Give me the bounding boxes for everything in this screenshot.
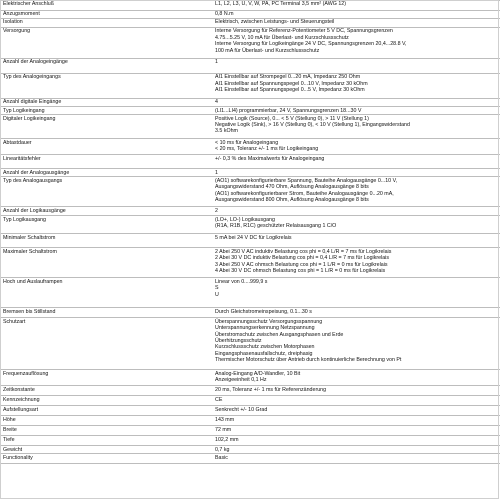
spec-label: Anzahl der Analogeingänge bbox=[1, 59, 213, 74]
spec-row bbox=[1, 99, 500, 107]
spec-value bbox=[213, 386, 500, 396]
spec-value-line: 3 Abei 250 V AC ohmsch Belastung cos phi = 1 L/R = 0 ms für Logikrelais bbox=[215, 261, 388, 268]
spec-value-line: U bbox=[215, 291, 219, 298]
spec-value-line: Basic bbox=[215, 454, 228, 461]
spec-value bbox=[213, 11, 500, 19]
spec-label: Anzahl der Analogausgänge bbox=[1, 169, 213, 177]
spec-value bbox=[213, 308, 500, 318]
spec-value bbox=[213, 59, 500, 74]
spec-value-line: 102,2 mm bbox=[215, 436, 239, 443]
spec-value-line: (AO1) softwarekonfigurierbarer Strom, Bauteihe Analogausgänge 0...20 mA, bbox=[215, 190, 394, 197]
spec-label: Höhe bbox=[1, 416, 213, 426]
spec-value-line: Überspannungsschutz Versorgungsspannung bbox=[215, 318, 323, 325]
spec-row bbox=[1, 406, 500, 416]
spec-value-line: 4 Abei 30 V DC ohmsch Belastung cos phi = 1 L/R = 0 ms für Logikrelais bbox=[215, 267, 386, 274]
spec-value-line: Linear von 0....999,9 s bbox=[215, 278, 268, 285]
spec-row bbox=[1, 74, 500, 99]
spec-value-line: Senkrecht +/- 10 Grad bbox=[215, 406, 268, 413]
spec-label: Minimaler Schaltstrom bbox=[1, 234, 213, 248]
spec-value-line: AI1 Einstellbar auf Spannungspegel 0...10 V, Impedanz 30 kOhm bbox=[215, 80, 368, 87]
spec-value-line: Ausgangswiderstand 800 Ohm, Auflösung Analogausgänge 8 bits bbox=[215, 196, 369, 203]
spec-label: Zeitkonstante bbox=[1, 386, 213, 396]
spec-label: Typ Logikeingang bbox=[1, 107, 213, 115]
spec-value-line: 1 bbox=[215, 59, 218, 66]
spec-value-line: Ausgangswiderstand 470 Ohm, Auflösung Analogausgänge 8 bits bbox=[215, 184, 369, 191]
spec-label: Anzugsmoment bbox=[1, 11, 213, 19]
spec-value bbox=[213, 28, 500, 59]
spec-value-line: 100 mA für Überlast- und Kurzschlussschutz bbox=[215, 47, 320, 54]
spec-value bbox=[213, 234, 500, 248]
spec-table-body bbox=[1, 1, 500, 464]
spec-row bbox=[1, 396, 500, 406]
spec-value bbox=[213, 446, 500, 454]
spec-value bbox=[213, 1, 500, 11]
spec-row bbox=[1, 19, 500, 28]
spec-value-line: 20 ms, Toleranz +/- 1 ms für Referenzänderung bbox=[215, 386, 327, 393]
spec-label: Abtastdauer bbox=[1, 139, 213, 155]
spec-row bbox=[1, 278, 500, 308]
spec-row bbox=[1, 155, 500, 169]
spec-value-line: Elektrisch, zwischen Leistungs- und Steuerungsteil bbox=[215, 19, 335, 26]
spec-value-line: Unterspannungserkennung Netzspannung bbox=[215, 325, 315, 332]
spec-label: Kennzeichnung bbox=[1, 396, 213, 406]
spec-label: Frequenzauflösung bbox=[1, 370, 213, 386]
spec-value bbox=[213, 115, 500, 139]
spec-value-line: (LI1...LI4) programmierbar, 24 V, Spannungsgrenzen 18...30 V bbox=[215, 107, 362, 114]
spec-row bbox=[1, 386, 500, 396]
spec-label: Anzahl der Logikausgänge bbox=[1, 207, 213, 216]
spec-value bbox=[213, 139, 500, 155]
spec-value bbox=[213, 454, 500, 464]
spec-value bbox=[213, 406, 500, 416]
spec-value-line: 2 Abei 30 V DC induktiv Belastung cos phi = 0,4 L/R = 7 ms für Logikrelais bbox=[215, 255, 390, 262]
spec-row bbox=[1, 169, 500, 177]
spec-value-line: Positive Logik (Source), 0... < 5 V (Stellung 0), > 11 V (Stellung 1) bbox=[215, 115, 369, 122]
spec-label: Typ Logikausgang bbox=[1, 216, 213, 234]
spec-value bbox=[213, 278, 500, 308]
spec-row bbox=[1, 107, 500, 115]
spec-value-line: +/- 0,3 % des Maximalwerts für Analogeingang bbox=[215, 155, 325, 162]
spec-value bbox=[213, 107, 500, 115]
spec-value-line: Thermischer Motorschutz über Antrieb durch kontinuierliche Berechnung von Pt bbox=[215, 357, 402, 364]
spec-value-line: Kurzschlussschutz zwischen Motorphasen bbox=[215, 344, 315, 351]
spec-row bbox=[1, 139, 500, 155]
spec-label: Tiefe bbox=[1, 436, 213, 446]
spec-row bbox=[1, 318, 500, 370]
spec-value bbox=[213, 19, 500, 28]
spec-label: Versorgung bbox=[1, 28, 213, 59]
spec-row bbox=[1, 436, 500, 446]
spec-value-line: 0,8 N.m bbox=[215, 11, 234, 18]
spec-value-line: Überstromschutz zwischen Ausgangsphasen und Erde bbox=[215, 331, 344, 338]
spec-row bbox=[1, 28, 500, 59]
spec-label: Typ des Analogeingangs bbox=[1, 74, 213, 99]
spec-value-line: Interne Versorgung für Referenz-Potentiometer 5 V DC, Spannungsgrenzen bbox=[215, 28, 393, 35]
spec-value-line: 2 bbox=[215, 207, 218, 214]
spec-value-line: Eingangsphasenausfallschutz, dreiphasig bbox=[215, 350, 313, 357]
spec-label: Breite bbox=[1, 426, 213, 436]
spec-value-line: 0,7 kg bbox=[215, 446, 230, 453]
spec-value bbox=[213, 426, 500, 436]
spec-label: Digitaler Logikeingang bbox=[1, 115, 213, 139]
spec-value-line: 143 mm bbox=[215, 416, 235, 423]
spec-label: Aufstellungsart bbox=[1, 406, 213, 416]
spec-label: Linearitätsfehler bbox=[1, 155, 213, 169]
spec-value-line: (AO1) softwarekonfigurierbare Spannung, Bauteihe Analogausgänge 0...10 V, bbox=[215, 177, 398, 184]
spec-value bbox=[213, 207, 500, 216]
spec-value-line: 2 Abei 250 V AC induktiv Belastung cos phi = 0,4 L/R = 7 ms für Logikrelais bbox=[215, 248, 392, 255]
spec-value bbox=[213, 169, 500, 177]
spec-label: Bremsen bis Stillstand bbox=[1, 308, 213, 318]
spec-value-line: < 10 ms für Analogeingang bbox=[215, 139, 279, 146]
spec-label: Anzahl digitale Eingänge bbox=[1, 99, 213, 107]
spec-value bbox=[213, 248, 500, 278]
spec-value bbox=[213, 396, 500, 406]
spec-value-line: 5 mA bei 24 V DC für Logikrelais bbox=[215, 234, 292, 241]
spec-value-line: Analog-Eingang A/D-Wandler, 10 Bit bbox=[215, 370, 301, 377]
spec-value-line: AI1 Einstellbar auf Spannungspegel 0...5 V, Impedanz 30 kOhm bbox=[215, 87, 365, 94]
spec-value-line: Überhitzungsschutz bbox=[215, 337, 262, 344]
spec-row bbox=[1, 115, 500, 139]
spec-label: Schutzart bbox=[1, 318, 213, 370]
spec-value-line: 1 bbox=[215, 169, 218, 176]
spec-value-line: L1, L2, L3, U, V, W, PA, PC Terminal 3,5 mm² (AWG 12) bbox=[215, 1, 346, 8]
spec-label: Elektrischer Anschluß bbox=[1, 1, 213, 11]
spec-value-line: 4.75...5.25 V, 10 mA für Überlast- und Kurzschlussschutz bbox=[215, 34, 349, 41]
spec-label: Isolation bbox=[1, 19, 213, 28]
spec-value-line: S bbox=[215, 285, 219, 292]
spec-value bbox=[213, 216, 500, 234]
spec-value-line: (LO+, LO-) Logikausgang bbox=[215, 216, 275, 223]
spec-value-line: Durch Gleichstromeinspeisung, 0.1...30 s bbox=[215, 308, 312, 315]
spec-row bbox=[1, 416, 500, 426]
spec-label: Maximaler Schaltstrom bbox=[1, 248, 213, 278]
spec-value-line: Negative Logik (Sink), > 16 V (Stellung 0), < 10 V (Stellung 1), Eingangswiderstand bbox=[215, 122, 410, 129]
spec-label: Typ des Analogausgangs bbox=[1, 177, 213, 207]
spec-label: Hoch und Auslauframpen bbox=[1, 278, 213, 308]
spec-table bbox=[1, 0, 500, 464]
spec-value bbox=[213, 177, 500, 207]
spec-row bbox=[1, 59, 500, 74]
spec-row bbox=[1, 446, 500, 454]
spec-value bbox=[213, 436, 500, 446]
spec-row bbox=[1, 308, 500, 318]
spec-row bbox=[1, 207, 500, 216]
spec-row bbox=[1, 234, 500, 248]
spec-value bbox=[213, 155, 500, 169]
spec-value-line: 3.5 kOhm bbox=[215, 128, 238, 135]
spec-value bbox=[213, 370, 500, 386]
spec-row bbox=[1, 216, 500, 234]
spec-value-line: CE bbox=[215, 396, 223, 403]
spec-row bbox=[1, 370, 500, 386]
spec-row bbox=[1, 248, 500, 278]
spec-value-line: Interne Versorgung für Logikeingänge 24 V DC, Spannungsgrenzen 20,4...28.8 V, bbox=[215, 41, 407, 48]
spec-value-line: (R1A, R1B, R1C) geschützter Relaisausgang 1 C/O bbox=[215, 223, 337, 230]
spec-row bbox=[1, 11, 500, 19]
spec-value bbox=[213, 74, 500, 99]
spec-label: Functionality bbox=[1, 454, 213, 464]
spec-row bbox=[1, 426, 500, 436]
spec-value-line: Anzeigeeinheit 0,1 Hz bbox=[215, 377, 267, 384]
spec-row bbox=[1, 454, 500, 464]
spec-value-line: AI1 Einstellbar auf Strompegel 0...20 mA, Impedanz 250 Ohm bbox=[215, 74, 361, 81]
spec-value-line: 4 bbox=[215, 99, 218, 106]
spec-value bbox=[213, 318, 500, 370]
spec-value-line: < 20 ms, Toleranz +/- 1 ms für Logikeingang bbox=[215, 146, 319, 153]
spec-row bbox=[1, 1, 500, 11]
spec-label: Gewicht bbox=[1, 446, 213, 454]
spec-value-line: 72 mm bbox=[215, 426, 232, 433]
spec-value bbox=[213, 416, 500, 426]
spec-row bbox=[1, 177, 500, 207]
spec-value bbox=[213, 99, 500, 107]
